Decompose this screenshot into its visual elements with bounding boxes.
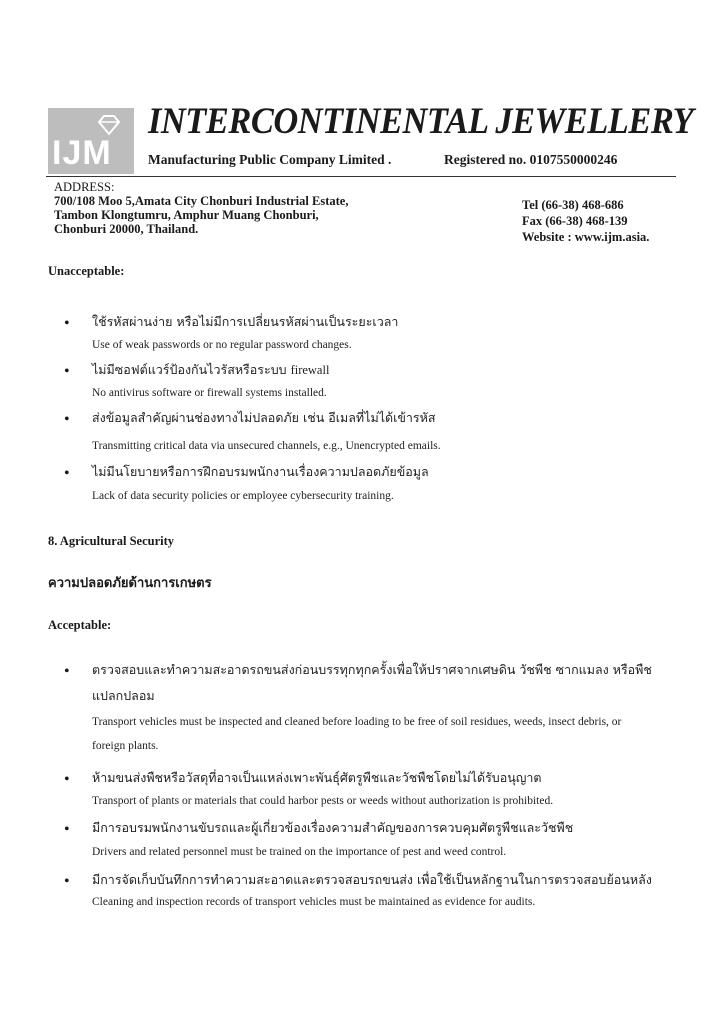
acceptable-item-4-thai: มีการจัดเก็บบันทึกการทำความสะอาดและตรวจสอบรถขนส่ง เพื่อใช้เป็นหลักฐานในการตรวจสอบย้อนหลัง xyxy=(92,872,652,887)
address-line-1: 700/108 Moo 5,Amata City Chonburi Industrial Estate, xyxy=(54,194,349,208)
fax: Fax (66-38) 468-139 xyxy=(522,214,628,228)
acceptable-item-2-thai: ห้ามขนส่งพืชหรือวัสดุที่อาจเป็นแหล่งเพาะพันธุ์ศัตรูพืชและวัชพืชโดยไม่ได้รับอนุญาต xyxy=(92,770,542,785)
bullet-icon: • xyxy=(64,663,70,680)
address-block xyxy=(54,180,348,236)
unacceptable-item-2-thai xyxy=(92,360,329,380)
acceptable-item-1-english-line-2: foreign plants. xyxy=(92,740,159,752)
section-heading: 8. Agricultural Security xyxy=(48,534,175,548)
bullet-icon: • xyxy=(64,821,70,838)
company-name: INTERCONTINENTAL JEWELLERY xyxy=(148,101,694,142)
unacceptable-heading: Unacceptable: xyxy=(48,264,125,278)
address-line-3: Chonburi 20000, Thailand. xyxy=(54,222,199,236)
section-thai-heading: ความปลอดภัยด้านการเกษตร xyxy=(48,576,212,591)
bullet-icon: • xyxy=(64,465,70,482)
unacceptable-item-3-thai: ส่งข้อมูลสำคัญผ่านช่องทางไม่ปลอดภัย เช่น อีเมลที่ไม่ได้เข้ารหัส xyxy=(92,410,436,425)
acceptable-item-2-english: Transport of plants or materials that could harbor pests or weeds without authorization is prohibited. xyxy=(92,795,554,807)
acceptable-item-1-thai-line-1: ตรวจสอบและทำความสะอาดรถขนส่งก่อนบรรทุกทุกครั้งเพื่อให้ปราศจากเศษดิน วัชพืช ซากแมลง หรือพืช xyxy=(92,662,652,677)
address-line-2: Tambon Klongtumru, Amphur Muang Chonburi, xyxy=(54,208,319,222)
bullet-icon: • xyxy=(64,315,70,332)
header-divider xyxy=(46,176,676,177)
contact-block xyxy=(522,197,649,245)
acceptable-item-3-thai: มีการอบรมพนักงานขับรถและผู้เกี่ยวข้องเรื่องความสำคัญของการควบคุมศัตรูพืชและวัชพืช xyxy=(92,820,574,835)
bullet-icon: • xyxy=(64,411,70,428)
acceptable-item-4-english: Cleaning and inspection records of transport vehicles must be maintained as evidence for audits. xyxy=(92,896,536,908)
acceptable-item-1-english-line-1: Transport vehicles must be inspected and cleaned before loading to be free of soil residues, weeds, insect debris, or xyxy=(92,716,622,728)
acceptable-item-1-thai-line-2: แปลกปลอม xyxy=(92,688,155,703)
company-subtitle: Manufacturing Public Company Limited . xyxy=(148,152,392,167)
unacceptable-item-4-thai: ไม่มีนโยบายหรือการฝึกอบรมพนักงานเรื่องความปลอดภัยข้อมูล xyxy=(92,464,429,479)
bullet-icon: • xyxy=(64,771,70,788)
unacceptable-item-1-english: Use of weak passwords or no regular password changes. xyxy=(92,339,352,351)
company-logo xyxy=(48,108,134,174)
acceptable-heading: Acceptable: xyxy=(48,618,112,632)
logo-letters: IJM xyxy=(52,134,112,172)
bullet-icon: • xyxy=(64,873,70,890)
bullet-icon: • xyxy=(64,363,70,380)
telephone: Tel (66-38) 468-686 xyxy=(522,198,624,212)
unacceptable-item-2-english: No antivirus software or firewall systems installed. xyxy=(92,387,327,399)
website-link[interactable]: Website : www.ijm.asia. xyxy=(522,230,650,244)
unacceptable-item-1-thai: ใช้รหัสผ่านง่าย หรือไม่มีการเปลี่ยนรหัสผ่านเป็นระยะเวลา xyxy=(92,314,399,329)
unacceptable-item-2-thai-text: ไม่มีซอฟต์แวร์ป้องกันไวรัสหรือระบบ xyxy=(92,362,291,377)
unacceptable-item-2-thai-suffix: firewall xyxy=(290,363,330,377)
registration-number: Registered no. 0107550000246 xyxy=(444,152,618,167)
unacceptable-item-3-english: Transmitting critical data via unsecured channels, e.g., Unencrypted emails. xyxy=(92,440,441,452)
unacceptable-item-4-english: Lack of data security policies or employee cybersecurity training. xyxy=(92,490,394,502)
acceptable-item-3-english: Drivers and related personnel must be trained on the importance of pest and weed control. xyxy=(92,846,507,858)
address-label: ADDRESS: xyxy=(54,180,115,194)
